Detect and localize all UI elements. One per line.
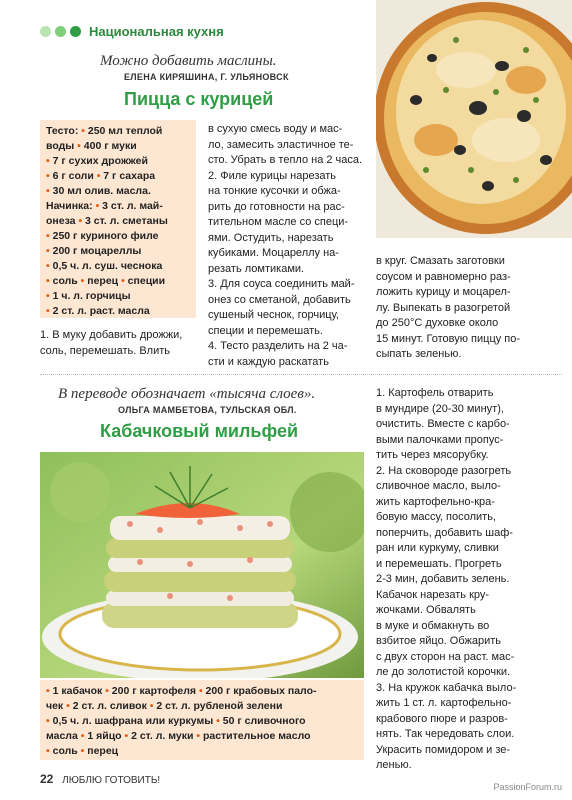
recipe1-ingredients [40,120,196,318]
bullet-icon: • [78,215,83,227]
ingredient-line: • соль • перец [46,745,119,757]
step-line: в сухую смесь воду и мас- [208,123,343,135]
bullet-icon: • [80,730,85,742]
step-line: ран или куркуму, сливки [376,542,499,554]
step-line: очистить. Вместе с карбо- [376,418,510,430]
step-line: жочками. Обвалять [376,604,476,616]
step-line: взбитое яйцо. Обжарить [376,635,502,647]
step-line: бовую массу, посолить, [376,511,496,523]
recipe1-author: ЕЛЕНА КИРЯШИНА, Г. УЛЬЯНОВСК [124,72,289,82]
step-line: ло, замесить эластичное те- [208,138,354,151]
step-line: нять. Так чередовать слои. [376,728,515,740]
bullet-icon: • [46,185,50,197]
step-line: с двух сторон на раст. мас- [376,650,515,663]
bullet-icon: • [81,125,85,137]
ingredient-line: • 1 кабачок • 200 г картофеля • 200 г крабовых пало- [46,685,317,697]
ingredient-line: • 30 мл олив. масла. [46,185,151,197]
step-line: 3. На кружок кабачка выло- [376,681,517,694]
step-line: поперчить, добавить шаф- [376,526,513,539]
section-title: Национальная кухня [89,24,224,39]
step-line: сливочное масло, выло- [376,480,501,492]
bullet-icon: • [216,715,220,727]
recipe1-steps-col3 [376,254,566,363]
recipe1-steps-col2 [208,122,372,370]
step-line: тить через мясорубку. [376,449,489,461]
recipe2-title: Кабачковый мильфей [100,421,299,441]
step-line: до 250°С духовке около [376,317,499,329]
ingredient-line: масла • 1 яйцо • 2 ст. л. муки • растительное масло [46,730,311,742]
step-line: в мундире (20-30 минут), [376,402,504,415]
watermark: PassionForum.ru [493,782,562,792]
step-line: 3. Для соуса соединить май- [208,278,355,290]
bullet-icon: • [46,230,50,242]
step-line: Кабачок нарезать кру- [376,588,490,601]
bullet-icon: • [80,745,85,757]
recipe2-subtitle: В переводе обозначает «тысяча слоев». [58,386,316,402]
bullet-icon: • [46,155,50,167]
step-line: сто. Убрать в тепло на 2 часа. [208,154,363,166]
step-line: 15 минут. Готовую пиццу по- [376,332,521,345]
header-dot-2 [55,26,66,37]
step-line: 4. Тесто разделить на 2 ча- [208,340,348,352]
bullet-icon: • [46,170,50,182]
magazine-name: ЛЮБЛЮ ГОТОВИТЬ! [62,775,161,786]
ingredient-line: Начинка: • 3 ст. л. май- [46,200,163,212]
step-line: тительном масле со специ- [208,216,349,228]
step-line: специи и перемешать. [208,324,323,337]
bullet-icon: • [80,275,85,287]
step-line: Украсить помидором и зе- [376,743,511,756]
bullet-icon: • [46,685,50,697]
step-line: онез со сметаной, добавить [208,293,351,306]
step-line: жить картофельно-кра- [376,495,495,508]
step-line: в круг. Смазать заготовки [376,255,505,267]
step-line: ленью. [376,759,412,771]
step-line: на тонкие кусочки и обжа- [208,185,341,197]
step-line: сти и каждую раскатать [208,355,329,368]
step-line: лу. Выпекать в разогретой [376,301,511,314]
pizza-photo [376,0,572,238]
section-divider [40,374,562,375]
step-line: 2. На сковороде разогреть [376,464,512,477]
step-line: резать ломтиками. [208,262,305,275]
step-line: сыпать зеленью. [376,348,462,360]
recipe2-ingredients [40,680,364,760]
bullet-icon: • [198,685,203,697]
step-text: 1. В муку добавить дрожжи, соль, перемешать. Влить [40,329,183,357]
bullet-icon: • [105,685,109,697]
step-line: ями. Остудить, нарезать [208,231,334,244]
ingredient-line: • 7 г сухих дрожжей [46,155,148,167]
bullet-icon: • [96,170,101,182]
section-header [40,24,224,39]
step-line: крабового пюре и разров- [376,712,508,725]
bullet-icon: • [46,290,50,302]
ingredient-line: Тесто: • 250 мл теплой [46,125,163,137]
bullet-icon: • [95,200,100,212]
page-footer [40,772,160,786]
bullet-icon: • [46,305,50,317]
ingredient-line: • соль • перец • специи [46,275,166,287]
ingredient-line: воды • 400 г муки [46,140,137,152]
step-line: 2. Филе курицы нарезать [208,169,337,182]
step-line: соусом и равномерно раз- [376,270,511,283]
step-line: в муке и обмакнуть во [376,619,490,632]
ingredient-line: • 0,5 ч. л. суш. чеснока [46,260,163,272]
ingredient-line: • 0,5 ч. л. шафрана или куркумы • 50 г сливочного [46,715,306,727]
step-line: ложить курицу и моцарел- [376,286,511,298]
bullet-icon: • [46,715,50,727]
ingredient-line: • 2 ст. л. раст. масла [46,305,150,317]
ingredient-line: онеза • 3 ст. л. сметаны [46,215,168,227]
recipe2-steps [376,386,566,774]
bullet-icon: • [46,745,50,757]
ingredient-line: • 250 г куриного филе [46,230,159,242]
step-line: рить до готовности на рас- [208,200,345,213]
bullet-icon: • [121,275,125,287]
ingredient-line: чек • 2 ст. л. сливок • 2 ст. л. рубленой зелени [46,700,283,712]
header-dot-1 [40,26,51,37]
bullet-icon: • [77,140,81,152]
step-line: жить 1 ст. л. картофельно- [376,697,512,709]
step-line: выми палочками пропус- [376,433,504,446]
page-number: 22 [40,772,54,786]
ingredient-line: • 200 г моцареллы [46,245,142,257]
bullet-icon: • [149,700,154,712]
bullet-icon: • [46,245,50,257]
step-line: ле до золотистой корочки. [376,666,511,678]
ingredient-line: • 1 ч. л. горчицы [46,290,131,302]
bullet-icon: • [46,260,50,272]
bullet-icon: • [46,275,50,287]
step-line: 2-3 мин, добавить зелень. [376,573,510,585]
recipe1-step1-start [40,328,200,359]
header-dot-3 [70,26,81,37]
step-line: сушеный чеснок, горчицу, [208,309,339,321]
recipe1-title: Пицца с курицей [124,89,274,109]
bullet-icon: • [66,700,70,712]
millefeuille-photo [40,452,364,678]
step-line: кубиками. Моцареллу на- [208,247,339,259]
recipe1-subtitle: Можно добавить маслины. [100,53,277,69]
step-line: и перемешать. Прогреть [376,557,502,570]
ingredient-line: • 6 г соли • 7 г сахара [46,170,156,182]
step-line: 1. Картофель отварить [376,387,494,399]
bullet-icon: • [196,730,201,742]
bullet-icon: • [124,730,129,742]
recipe2-author: ОЛЬГА МАМБЕТОВА, ТУЛЬСКАЯ ОБЛ. [118,405,297,415]
